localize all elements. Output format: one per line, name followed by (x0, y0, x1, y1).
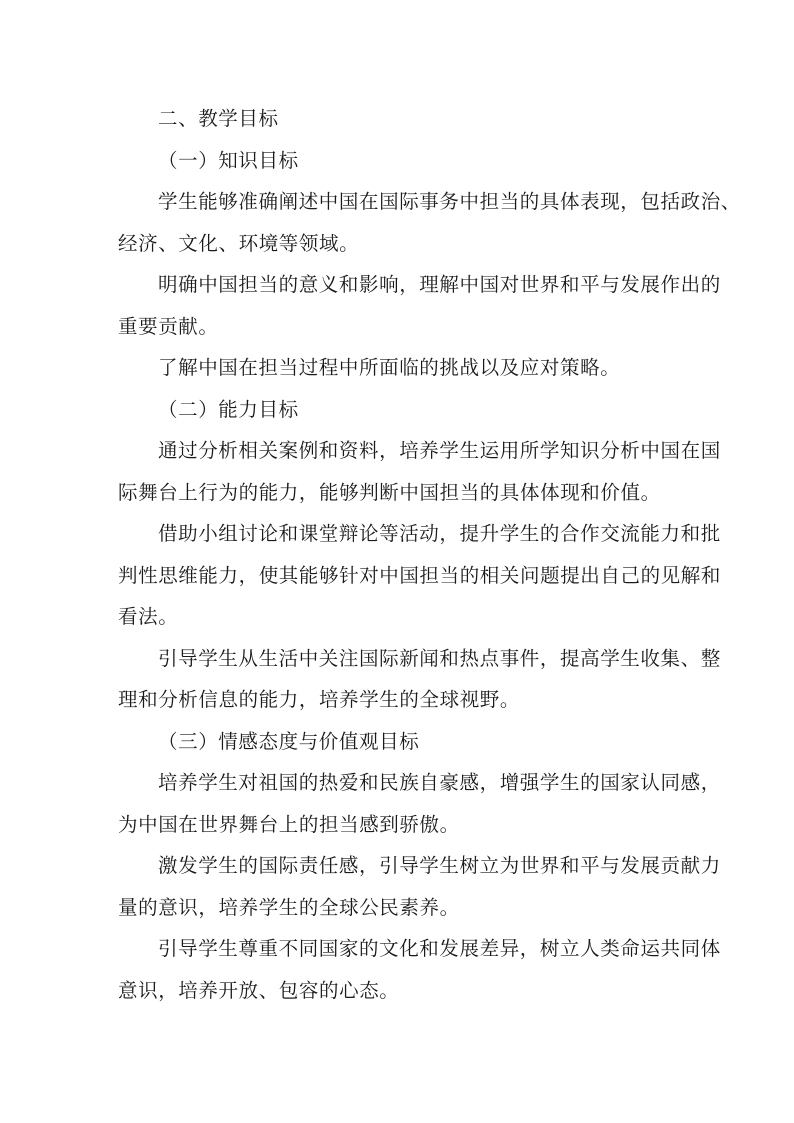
section-heading: 二、教学目标 (158, 107, 279, 130)
subsection-title-values: （三）情感态度与价值观目标 (158, 729, 420, 753)
paragraph-line: 经济、文化、环境等领域。 (118, 231, 360, 255)
paragraph (118, 638, 721, 721)
paragraph (118, 762, 721, 845)
paragraph-line: 通过分析相关案例和资料，培养学生运用所学知识分析中国在国 (158, 439, 721, 462)
paragraph-line: 借助小组讨论和课堂辩论等活动，提升学生的合作交流能力和批 (158, 522, 721, 545)
paragraph-line: 为中国在世界舞台上的担当感到骄傲。 (118, 812, 460, 836)
paragraph-line: 理和分析信息的能力，培养学生的全球视野。 (118, 688, 521, 711)
paragraph-line: 重要贡献。 (118, 314, 219, 338)
paragraph-line: 激发学生的国际责任感，引导学生树立为世界和平与发展贡献力 (158, 854, 721, 877)
paragraph-line: 引导学生从生活中关注国际新闻和热点事件，提高学生收集、整 (158, 646, 721, 670)
paragraph-line: 意识，培养开放、包容的心态。 (118, 978, 400, 1002)
paragraph (118, 347, 680, 389)
paragraph (118, 264, 721, 347)
subsection-title-knowledge: （一）知识目标 (158, 148, 299, 172)
paragraph-line: 量的意识，培养学生的全球公民素养。 (118, 895, 460, 919)
paragraph-line: 引导学生尊重不同国家的文化和发展差异，树立人类命运共同体 (158, 937, 721, 960)
paragraph-line: 培养学生对祖国的热爱和民族自豪感，增强学生的国家认同感， (158, 771, 721, 794)
paragraph-line: 际舞台上行为的能力，能够判断中国担当的具体体现和价值。 (118, 480, 661, 504)
document-content (118, 98, 741, 1011)
subsection-title-ability: （二）能力目标 (158, 397, 299, 421)
paragraph-line: 判性思维能力，使其能够针对中国担当的相关问题提出自己的见解和 (118, 563, 722, 587)
paragraph (118, 513, 722, 638)
paragraph (118, 845, 721, 928)
paragraph (118, 181, 741, 264)
paragraph (118, 430, 721, 513)
paragraph-line: 明确中国担当的意义和影响，理解中国对世界和平与发展作出的 (158, 273, 721, 296)
paragraph (118, 928, 721, 1011)
paragraph-line: 看法。 (118, 605, 179, 628)
paragraph-line: 了解中国在担当过程中所面临的挑战以及应对策略。 (158, 356, 621, 379)
paragraph-line: 学生能够准确阐述中国在国际事务中担当的具体表现，包括政治、 (158, 190, 741, 213)
